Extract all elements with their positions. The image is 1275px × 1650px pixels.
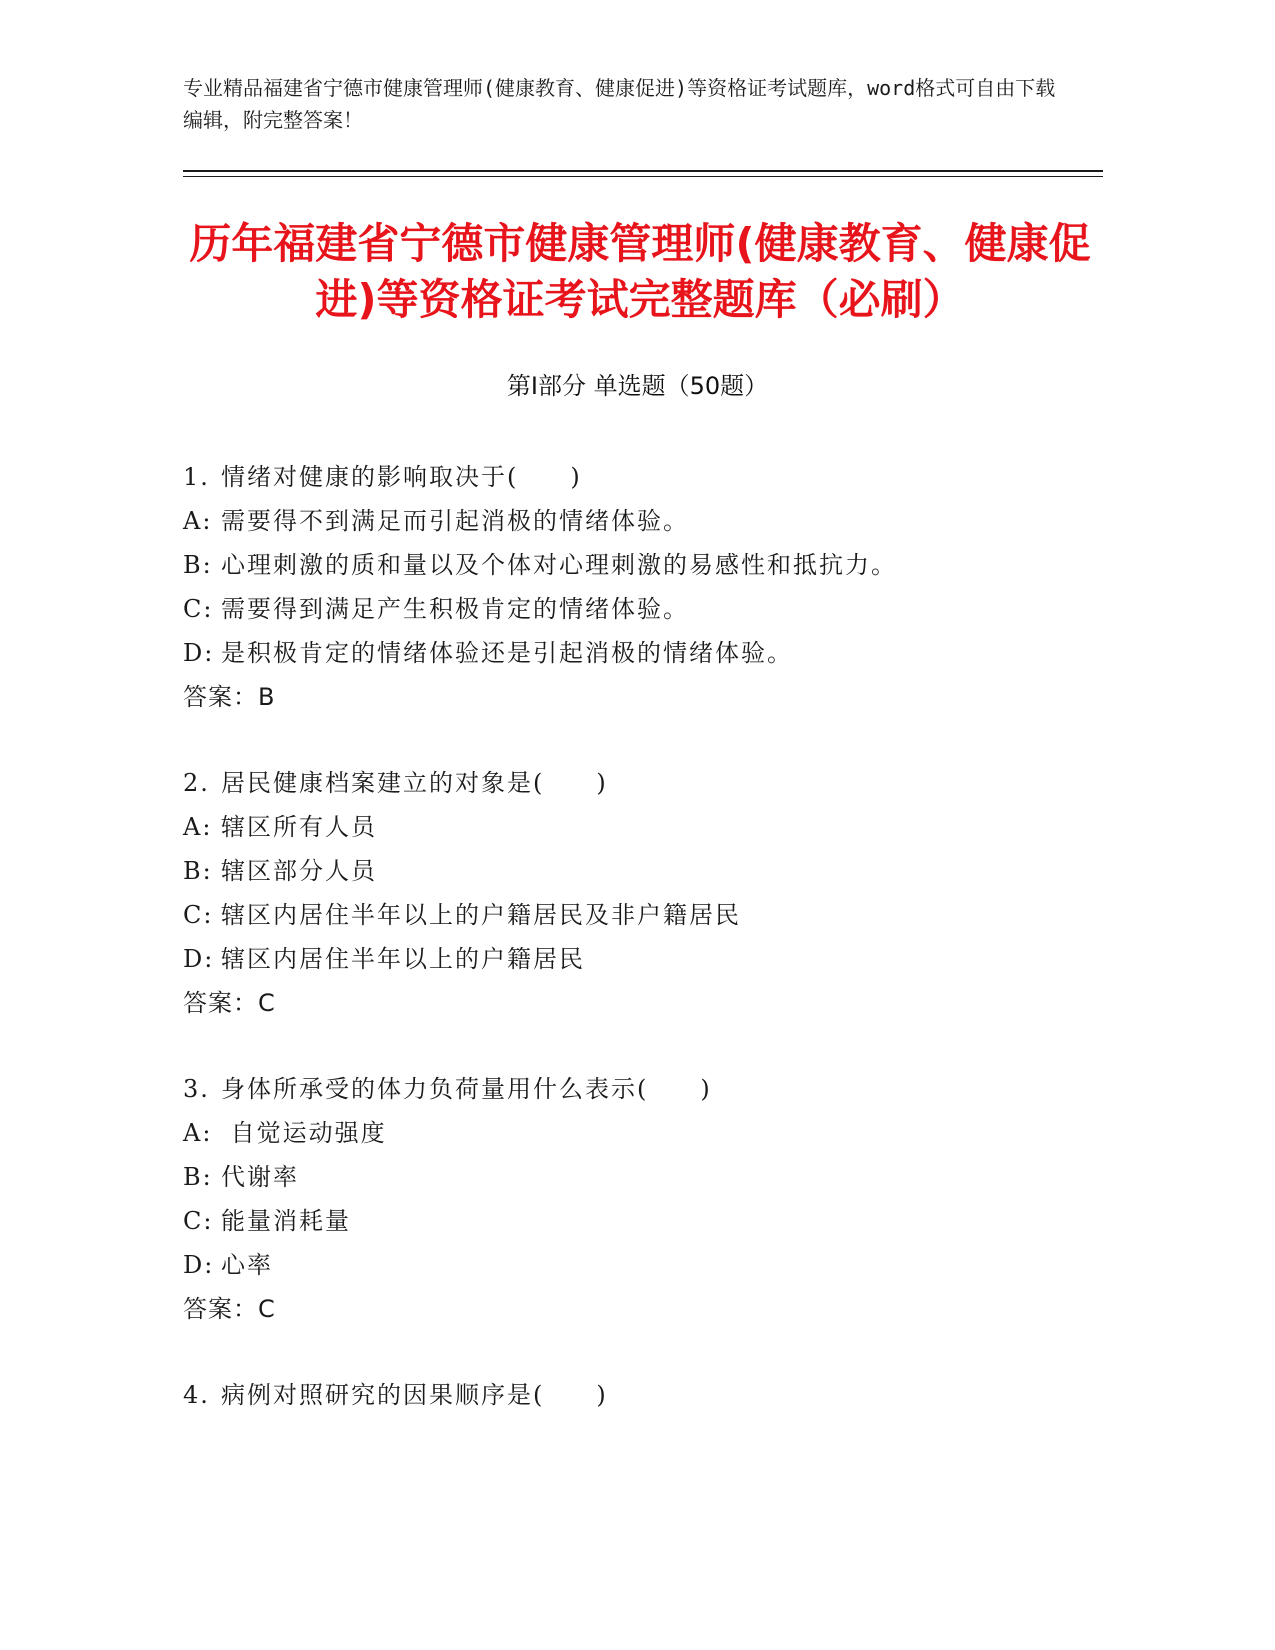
option-b [183, 543, 1123, 587]
header-rule-thin [183, 176, 1103, 177]
option-text: 需要得不到满足而引起消极的情绪体验。 [221, 507, 689, 535]
option-a [183, 1111, 1123, 1155]
option-key: C: [183, 595, 214, 623]
header-rule-thick [183, 170, 1103, 172]
option-text: 是积极肯定的情绪体验还是引起消极的情绪体验。 [221, 639, 793, 667]
option-key: A: [183, 507, 213, 535]
answer: 答案：B [183, 683, 276, 711]
question-stem [183, 761, 1123, 805]
option-text: 辖区内居住半年以上的户籍居民 [221, 945, 585, 973]
option-key: A: [183, 1119, 213, 1147]
option-b [183, 849, 1123, 893]
option-d [183, 1243, 1123, 1287]
option-a [183, 499, 1123, 543]
question-3 [183, 1067, 1123, 1331]
option-c [183, 1199, 1123, 1243]
option-key: D: [183, 945, 215, 973]
option-text: 辖区所有人员 [221, 813, 377, 841]
header-note: 专业精品福建省宁德市健康管理师(健康教育、健康促进)等资格证考试题库，word格式可自由下载编辑，附完整答案！ [183, 76, 1056, 132]
answer: 答案：C [183, 989, 276, 1017]
question-text: 病例对照研究的因果顺序是( ) [221, 1381, 608, 1409]
question-4 [183, 1373, 1123, 1417]
option-text: 自觉运动强度 [221, 1119, 387, 1147]
option-c [183, 587, 1123, 631]
option-d [183, 937, 1123, 981]
question-1 [183, 455, 1123, 719]
option-text: 能量消耗量 [221, 1207, 351, 1235]
option-text: 心理刺激的质和量以及个体对心理刺激的易感性和抵抗力。 [221, 551, 897, 579]
option-text: 代谢率 [221, 1163, 299, 1191]
option-text: 心率 [221, 1251, 273, 1279]
question-stem [183, 1067, 1123, 1111]
question-text: 情绪对健康的影响取决于( ) [221, 463, 582, 491]
document-title: 历年福建省宁德市健康管理师(健康教育、健康促进)等资格证考试完整题库（必刷） [189, 219, 1091, 324]
option-key: B: [183, 857, 213, 885]
option-text: 辖区内居住半年以上的户籍居民及非户籍居民 [221, 901, 741, 929]
question-2 [183, 761, 1123, 1025]
question-stem [183, 1373, 1123, 1417]
question-text: 居民健康档案建立的对象是( ) [221, 769, 608, 797]
option-d [183, 631, 1123, 675]
option-key: D: [183, 639, 215, 667]
option-b [183, 1155, 1123, 1199]
option-key: B: [183, 1163, 213, 1191]
question-number: 3. [183, 1075, 210, 1103]
question-number: 1. [183, 463, 210, 491]
option-key: C: [183, 901, 214, 929]
option-text: 需要得到满足产生积极肯定的情绪体验。 [221, 595, 689, 623]
question-number: 4. [183, 1381, 210, 1409]
option-c [183, 893, 1123, 937]
option-key: C: [183, 1207, 214, 1235]
question-text: 身体所承受的体力负荷量用什么表示( ) [221, 1075, 712, 1103]
option-key: D: [183, 1251, 215, 1279]
answer: 答案：C [183, 1295, 276, 1323]
question-number: 2. [183, 769, 210, 797]
option-text: 辖区部分人员 [221, 857, 377, 885]
option-key: B: [183, 551, 213, 579]
question-stem [183, 455, 1123, 499]
question-list [183, 455, 1123, 1459]
section-title: 第Ⅰ部分 单选题（50题） [506, 372, 769, 400]
option-a [183, 805, 1123, 849]
option-key: A: [183, 813, 213, 841]
